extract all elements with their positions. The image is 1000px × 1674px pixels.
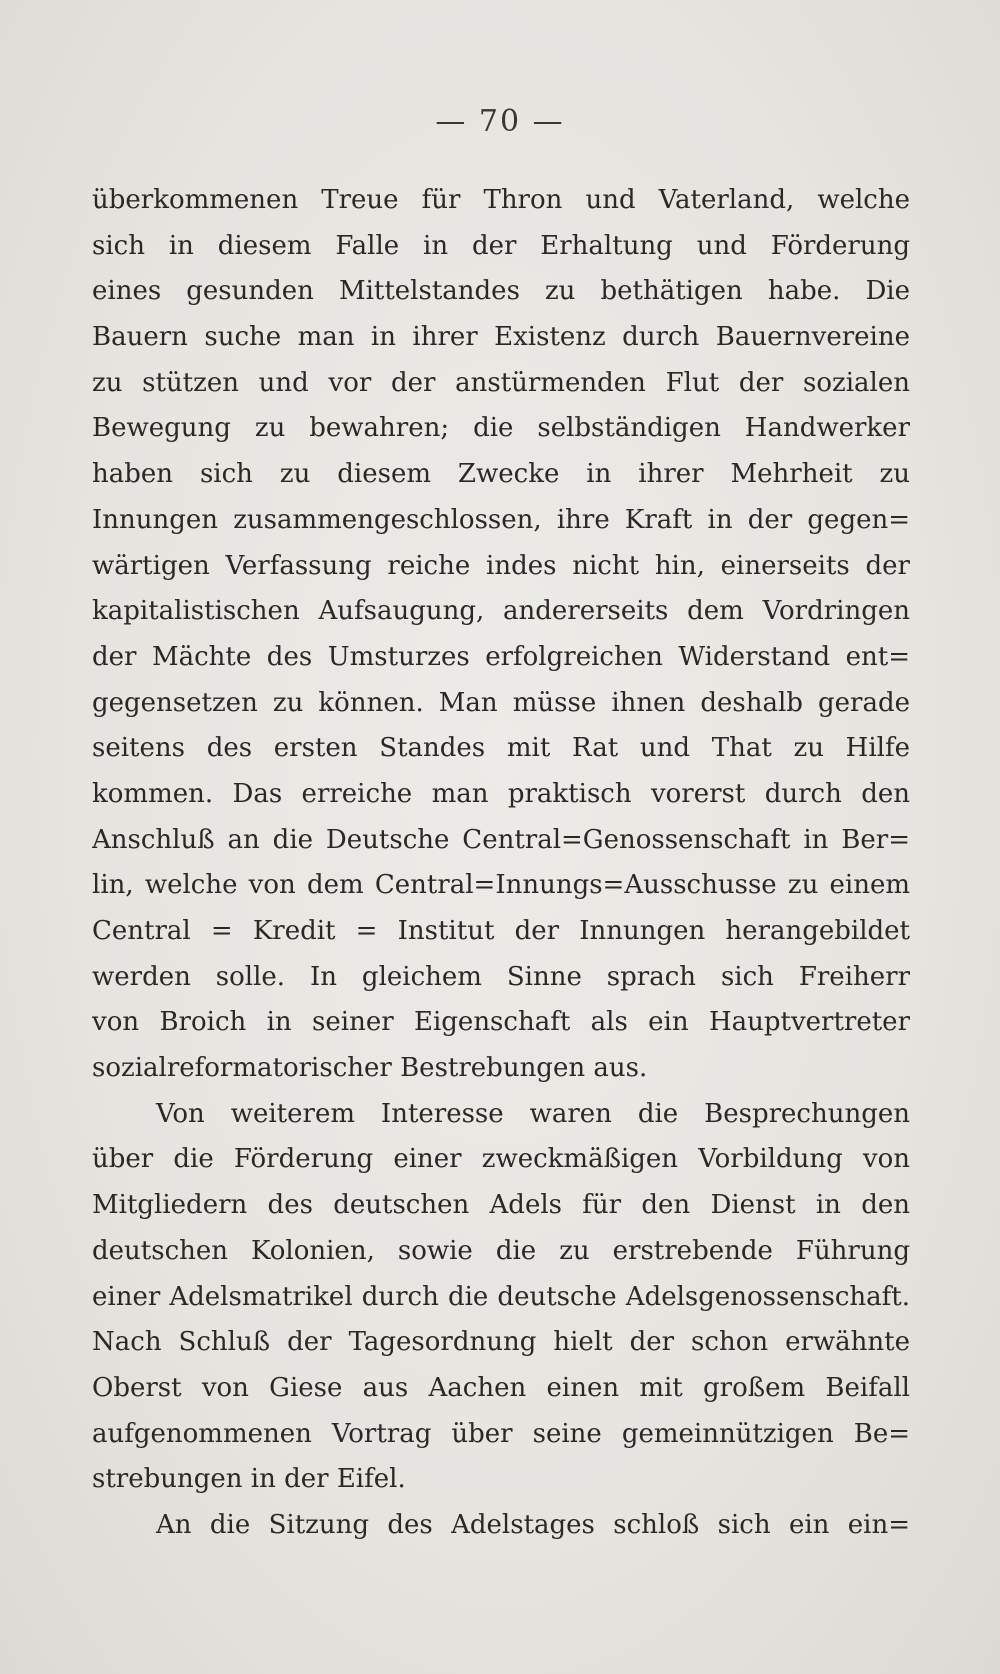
paragraph-2: [92, 1092, 910, 1503]
paragraph-1: [92, 178, 910, 1092]
text-line: deutschen Kolonien, sowie die zu erstrebende Führung: [92, 1235, 910, 1266]
text-line: Mitgliedern des deutschen Adels für den Dienst in den: [92, 1190, 910, 1221]
text-line: eines gesunden Mittelstandes zu bethätigen habe. Die: [92, 276, 910, 307]
text-line: Von weiterem Interesse waren die Besprechungen: [156, 1098, 910, 1129]
text-line: sich in diesem Falle in der Erhaltung und Förderung: [92, 230, 910, 261]
text-line: über die Förderung einer zweckmäßigen Vorbildung von: [92, 1144, 910, 1175]
text-line: kommen. Das erreiche man praktisch vorerst durch den: [92, 778, 910, 809]
text-line: der Mächte des Umsturzes erfolgreichen Widerstand ent=: [92, 641, 910, 672]
text-line: gegensetzen zu können. Man müsse ihnen deshalb gerade: [92, 687, 910, 718]
text-line: wärtigen Verfassung reiche indes nicht hin, einerseits der: [92, 550, 910, 581]
text-line: seitens des ersten Standes mit Rat und That zu Hilfe: [92, 733, 910, 764]
text-line: von Broich in seiner Eigenschaft als ein Hauptvertreter: [92, 1007, 910, 1038]
text-line: Innungen zusammengeschlossen, ihre Kraft in der gegen=: [92, 504, 910, 535]
text-line: einer Adelsmatrikel durch die deutsche Adelsgenossenschaft.: [92, 1281, 910, 1312]
text-line: haben sich zu diesem Zwecke in ihrer Mehrheit zu: [92, 459, 910, 490]
text-line: aufgenommenen Vortrag über seine gemeinnützigen Be=: [92, 1418, 910, 1449]
text-line: strebungen in der Eifel.: [92, 1464, 406, 1495]
text-line: Nach Schluß der Tagesordnung hielt der schon erwähnte: [92, 1327, 910, 1358]
text-line: Oberst von Giese aus Aachen einen mit großem Beifall: [92, 1372, 910, 1403]
text-line: sozialreformatorischer Bestrebungen aus.: [92, 1053, 648, 1084]
text-line: zu stützen und vor der anstürmenden Flut der sozialen: [92, 367, 910, 398]
text-line: Bauern suche man in ihrer Existenz durch Bauernvereine: [92, 322, 910, 353]
text-line: Central = Kredit = Institut der Innungen herangebildet: [92, 916, 910, 946]
text-line: Bewegung zu bewahren; die selbständigen Handwerker: [92, 413, 910, 444]
text-line: An die Sitzung des Adelstages schloß sich ein ein=: [156, 1509, 910, 1540]
page-number-header: — 70 —: [435, 104, 565, 139]
text-line: Anschluß an die Deutsche Central=Genossenschaft in Ber=: [92, 824, 910, 855]
page-body: [92, 178, 910, 1549]
text-line: kapitalistischen Aufsaugung, andererseits dem Vordringen: [92, 596, 910, 627]
text-line: überkommenen Treue für Thron und Vaterland, welche: [92, 185, 910, 215]
text-line: lin, welche von dem Central=Innungs=Ausschusse zu einem: [92, 870, 910, 901]
text-line: werden solle. In gleichem Sinne sprach sich Freiherr: [92, 961, 910, 992]
paragraph-3: [92, 1503, 910, 1549]
